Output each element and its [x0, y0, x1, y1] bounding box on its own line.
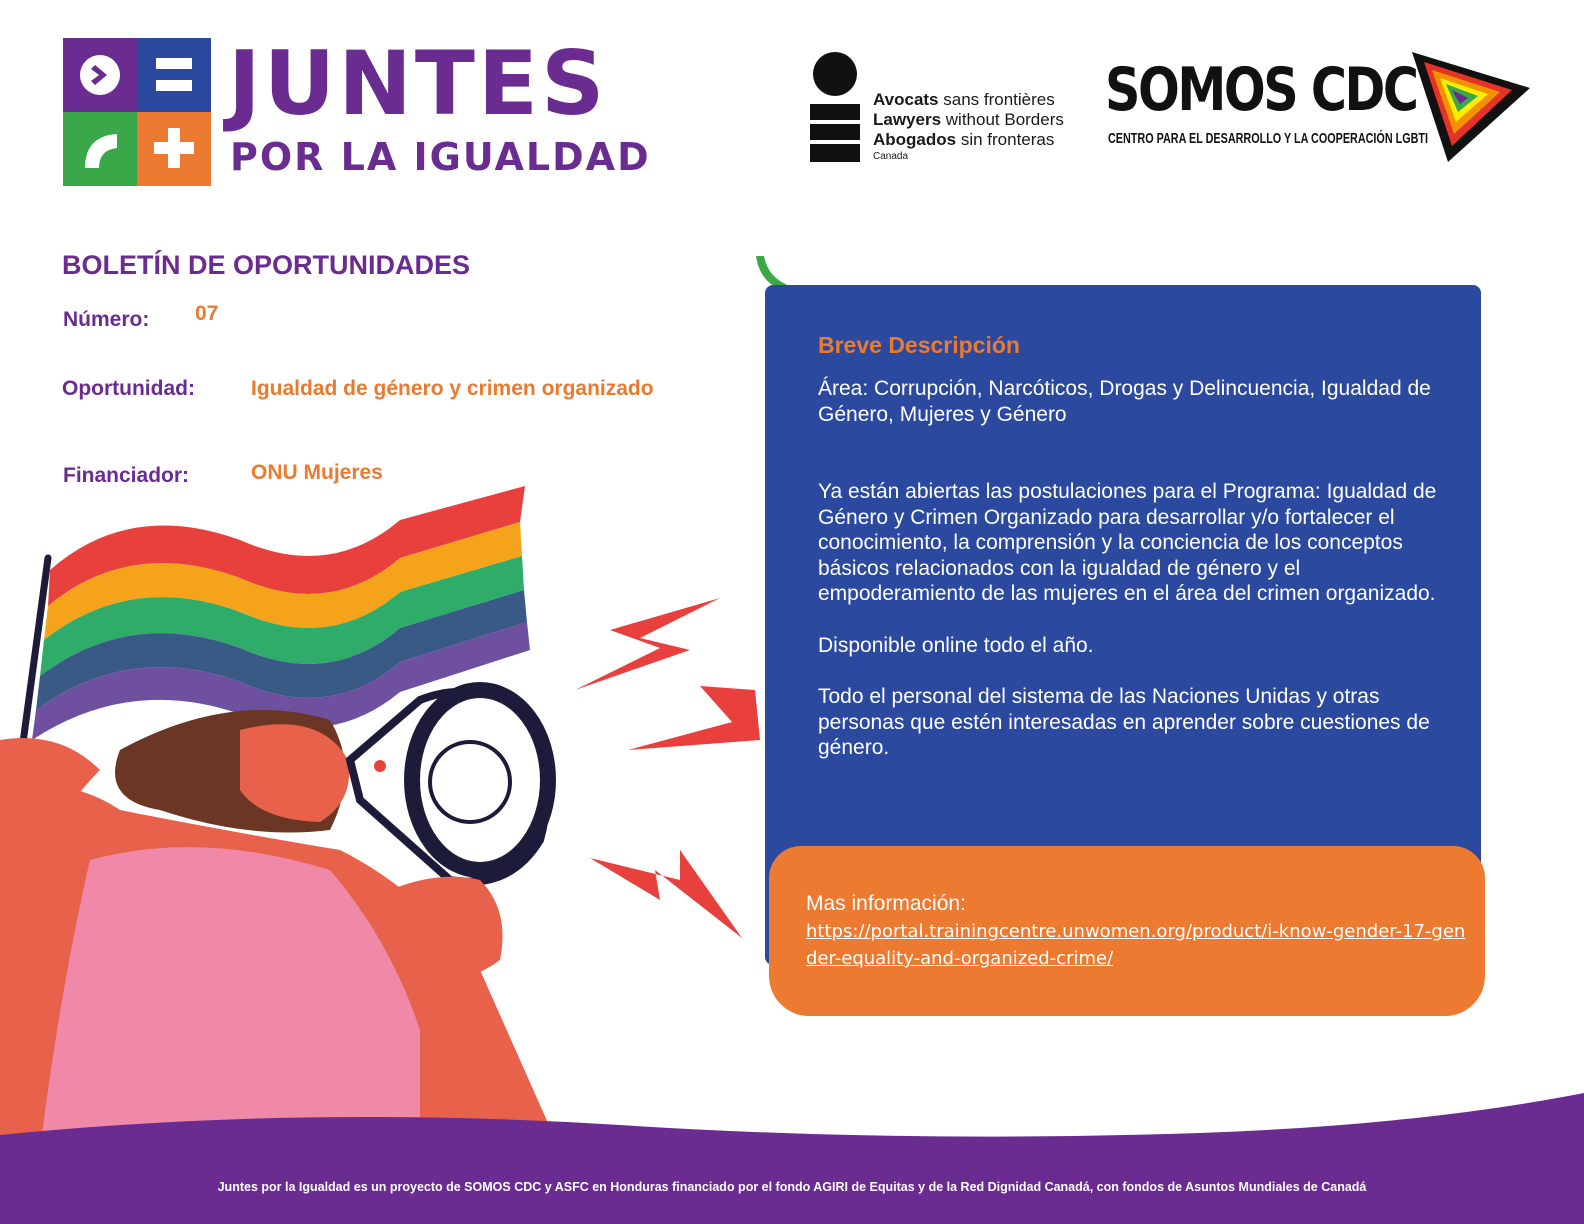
- asf-line3-rest: sin fronteras: [956, 130, 1055, 149]
- somos-logo-title: SOMOS CDC: [1105, 55, 1417, 125]
- megaphone-woman-illustration: [0, 470, 780, 1150]
- numero-value: 07: [195, 302, 219, 325]
- more-info-label: Mas información:: [806, 892, 966, 915]
- numero-label: Número:: [63, 308, 150, 331]
- description-paragraph-2: Disponible online todo el año.: [818, 633, 1094, 657]
- asf-line1-rest: sans frontières: [938, 90, 1055, 109]
- logo-title: JUNTES: [228, 32, 608, 135]
- juntes-logo-icon: [63, 38, 211, 186]
- somos-triangle-icon: [1408, 48, 1534, 166]
- asf-logo-text: [873, 90, 1064, 164]
- description-paragraph-1: Ya están abiertas las postulaciones para el Programa: Igualdad de Género y Crimen Organizado para desarrollar y/o fortalecer el conocimiento, la comprensión y la conciencia de los conceptos básicos relacionados con la igualdad de género y el empoderamiento de las mujeres en el área del crimen organizado.: [818, 480, 1437, 605]
- asf-line1-bold: Avocats: [873, 90, 939, 109]
- description-paragraph-3: Todo el personal del sistema de las Naciones Unidas y otras personas que estén interesadas en aprender sobre cuestiones de género.: [818, 685, 1430, 759]
- asf-logo-icon: [810, 52, 860, 164]
- description-body: [818, 376, 1454, 787]
- asf-country: Canada: [873, 151, 909, 162]
- financiador-value: ONU Mujeres: [251, 461, 383, 484]
- footer-text: Juntes por la Igualdad es un proyecto de SOMOS CDC y ASFC en Honduras financiado por el fondo AGIRI de Equitas y de la Red Dignidad Canadá, con fondos de Asuntos Mundiales de Canadá: [217, 1180, 1367, 1194]
- more-info-link[interactable]: https://portal.trainingcentre.unwomen.org/product/i-know-gender-17-gender-equality-and-organized-crime/: [806, 921, 1466, 969]
- footer-wave-background: [0, 1075, 1584, 1224]
- somos-logo-subtitle: CENTRO PARA EL DESARROLLO Y LA COOPERACIÓN LGBTI: [1108, 130, 1429, 147]
- oportunidad-value: Igualdad de género y crimen organizado: [251, 377, 654, 400]
- description-area: Área: Corrupción, Narcóticos, Drogas y Delincuencia, Igualdad de Género, Mujeres y Género: [818, 377, 1431, 426]
- logo-subtitle: POR LA IGUALDAD: [230, 135, 651, 179]
- asf-line3-bold: Abogados: [873, 130, 957, 149]
- asf-line2-bold: Lawyers: [873, 110, 942, 129]
- bulletin-title: BOLETÍN DE OPORTUNIDADES: [62, 250, 471, 280]
- financiador-label: Financiador:: [63, 464, 190, 487]
- oportunidad-label: Oportunidad:: [62, 377, 195, 400]
- description-heading: Breve Descripción: [818, 332, 1020, 358]
- asf-line2-rest: without Borders: [941, 110, 1064, 129]
